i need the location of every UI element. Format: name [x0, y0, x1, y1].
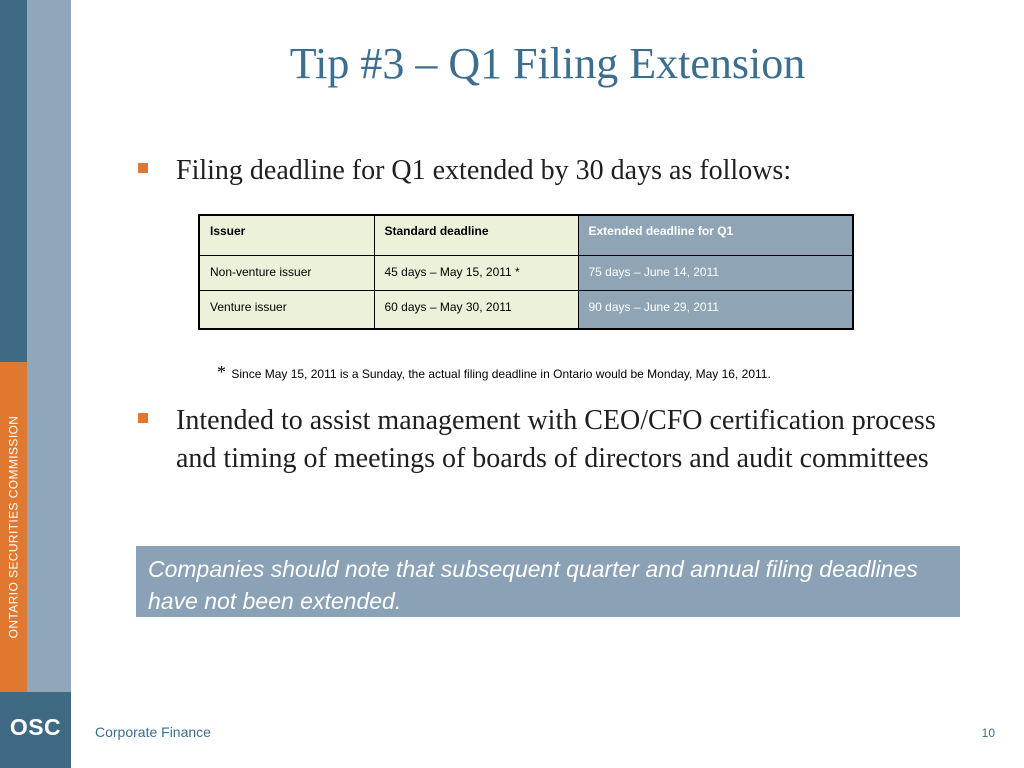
- callout-box: Companies should note that subsequent quarter and annual filing deadlines have not been extended.: [136, 546, 960, 617]
- table-header-cell: Standard deadline: [374, 215, 578, 255]
- table-cell: 75 days – June 14, 2011: [578, 255, 853, 290]
- table-header-row: [199, 215, 853, 255]
- bullet-text: Filing deadline for Q1 extended by 30 days as follows:: [176, 155, 792, 186]
- table-row: [199, 255, 853, 290]
- table-header-cell: Extended deadline for Q1: [578, 215, 853, 255]
- footer-section-label: Corporate Finance: [95, 724, 211, 740]
- sidebar-vertical-label: ONTARIO SECURITIES COMMISSION: [6, 415, 21, 639]
- bullet-text: Intended to assist management with CEO/CFO certification process and timing of meetings of boards of directors and audit committees: [176, 405, 936, 474]
- table-row: [199, 290, 853, 329]
- sidebar-orange-bar: [0, 362, 27, 692]
- sidebar-dark-bar: [0, 0, 27, 362]
- square-bullet-icon: [138, 413, 148, 423]
- table-cell: Non-venture issuer: [199, 255, 374, 290]
- footnote-text: Since May 15, 2011 is a Sunday, the actual filing deadline in Ontario would be Monday, May 16, 2011.: [231, 367, 771, 381]
- bullet-item: [138, 402, 968, 478]
- table-header-cell: Issuer: [199, 215, 374, 255]
- page-number: 10: [981, 726, 995, 740]
- table-cell: 45 days – May 15, 2011 *: [374, 255, 578, 290]
- slide-title: Tip #3 – Q1 Filing Extension: [289, 39, 806, 88]
- bullet-item: [138, 152, 791, 190]
- square-bullet-icon: [138, 163, 148, 173]
- sidebar-light-bar: [27, 0, 71, 692]
- table-cell: Venture issuer: [199, 290, 374, 329]
- footnote-star: *: [217, 362, 226, 382]
- footnote: [217, 362, 771, 383]
- table-cell: 60 days – May 30, 2011: [374, 290, 578, 329]
- table-cell: 90 days – June 29, 2011: [578, 290, 853, 329]
- deadline-table: [198, 214, 854, 330]
- osc-logo-text: OSC: [9, 713, 62, 740]
- osc-logo: [0, 692, 71, 768]
